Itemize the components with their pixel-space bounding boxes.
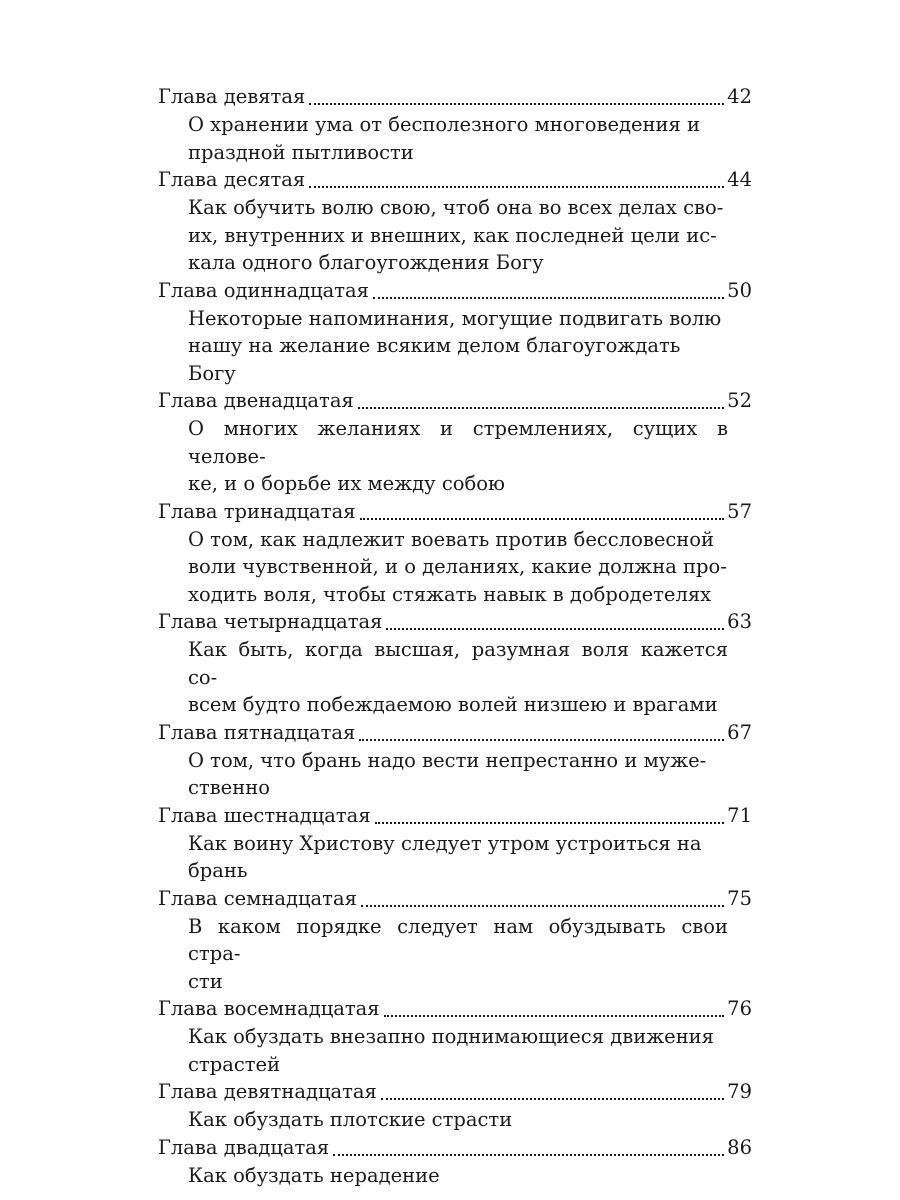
chapter-description-line: Как воину Христову следует утром устроиться на [188, 831, 702, 855]
chapter-heading-row[interactable] [158, 1134, 752, 1162]
toc-entry [158, 995, 752, 1078]
table-of-contents [158, 83, 752, 1189]
page-number: 71 [727, 803, 752, 827]
chapter-description-line: Как быть, когда высшая, разумная воля кажется со- [188, 638, 728, 689]
toc-entry [158, 1078, 752, 1134]
chapter-description-line: О том, что брань надо вести непрестанно и муже- [188, 748, 707, 772]
dot-leader [309, 103, 724, 105]
chapter-description-line: праздной пытливости [188, 140, 414, 164]
chapter-description-line: нашу на желание всяким делом благоугождать [188, 334, 681, 357]
toc-entry [158, 608, 752, 719]
chapter-heading-row[interactable] [158, 885, 752, 913]
dot-leader [381, 1098, 724, 1100]
page-number: 57 [727, 499, 752, 523]
page-number: 76 [727, 997, 752, 1020]
dot-leader [358, 407, 724, 409]
chapter-title: Глава девятая [158, 85, 306, 108]
chapter-description-line: О том, как надлежит воевать против бессловесной [188, 527, 715, 551]
dot-leader [361, 905, 724, 907]
dot-leader [384, 1015, 725, 1017]
chapter-description-line: ходить воля, чтобы стяжать навык в добродетелях [188, 582, 712, 606]
toc-entry [158, 166, 752, 277]
dot-leader [333, 1154, 724, 1156]
toc-entry [158, 719, 752, 802]
dot-leader [309, 186, 724, 188]
chapter-title: Глава десятая [158, 168, 306, 191]
chapter-heading-row[interactable] [158, 387, 752, 415]
dot-leader [360, 518, 725, 520]
toc-entry [158, 498, 752, 609]
dot-leader [359, 739, 724, 741]
page-number: 67 [727, 720, 752, 744]
chapter-heading-row[interactable] [158, 83, 752, 111]
page-number: 52 [727, 389, 752, 412]
page-number: 86 [727, 1135, 752, 1159]
chapter-heading-row[interactable] [158, 1078, 752, 1106]
chapter-title: Глава одиннадцатая [158, 278, 369, 302]
chapter-description-line: Как обуздать нерадение [188, 1163, 440, 1187]
dot-leader [373, 297, 724, 299]
chapter-title: Глава четырнадцатая [158, 610, 383, 633]
chapter-description-line: В каком порядке следует нам обуздывать свои стра- [188, 914, 728, 965]
chapter-description-line: ке, и о борьбе их между собою [188, 472, 505, 495]
chapter-title: Глава тринадцатая [158, 499, 356, 523]
dot-leader [375, 822, 725, 824]
chapter-description-line: кала одного благоугождения Богу [188, 251, 544, 274]
toc-entry [158, 277, 752, 388]
chapter-description-line: Как обучить волю свою, чтоб она во всех делах сво- [188, 196, 724, 219]
toc-entry [158, 885, 752, 996]
page-number: 42 [727, 85, 752, 108]
page-number: 79 [727, 1080, 752, 1103]
chapter-title: Глава шестнадцатая [158, 803, 371, 827]
chapter-description-line: Как обуздать плотские страсти [188, 1108, 513, 1131]
page-number: 63 [727, 610, 752, 633]
chapter-heading-row[interactable] [158, 719, 752, 747]
chapter-description-line: сти [188, 969, 223, 993]
chapter-heading-row[interactable] [158, 608, 752, 636]
chapter-description-line: брань [188, 859, 248, 882]
chapter-description-line: О хранении ума от бесполезного многоведения и [188, 113, 701, 136]
chapter-title: Глава пятнадцатая [158, 720, 356, 744]
chapter-heading-row[interactable] [158, 802, 752, 830]
chapter-heading-row[interactable] [158, 498, 752, 526]
chapter-title: Глава восемнадцатая [158, 997, 380, 1020]
page-number: 75 [727, 886, 752, 910]
chapter-heading-row[interactable] [158, 995, 752, 1023]
chapter-title: Глава семнадцатая [158, 886, 357, 910]
toc-entry [158, 83, 752, 166]
chapter-title: Глава двенадцатая [158, 389, 354, 412]
page-number: 44 [727, 168, 752, 191]
chapter-title: Глава двадцатая [158, 1135, 330, 1159]
dot-leader [386, 628, 724, 630]
chapter-description-line: всем будто побеждаемою волей низшею и врагами [188, 693, 718, 716]
page-number: 50 [727, 278, 752, 302]
chapter-description-line: ственно [188, 776, 270, 799]
chapter-description-line: их, внутренних и внешних, как последней цели ис- [188, 223, 717, 247]
chapter-description-line: Богу [188, 361, 236, 385]
chapter-description-line: страстей [188, 1052, 281, 1076]
toc-entry [158, 387, 752, 498]
chapter-heading-row[interactable] [158, 277, 752, 305]
toc-entry [158, 802, 752, 885]
chapter-heading-row[interactable] [158, 166, 752, 194]
chapter-description-line: Некоторые напоминания, могущие подвигать волю [188, 306, 722, 330]
chapter-description-line: воли чувственной, и о деланиях, какие должна про- [188, 555, 727, 578]
toc-entry [158, 1134, 752, 1190]
chapter-description-line: Как обуздать внезапно поднимающиеся движения [188, 1025, 714, 1048]
chapter-description-line: О многих желаниях и стремлениях, сущих в челове- [188, 417, 728, 468]
chapter-title: Глава девятнадцатая [158, 1080, 377, 1103]
